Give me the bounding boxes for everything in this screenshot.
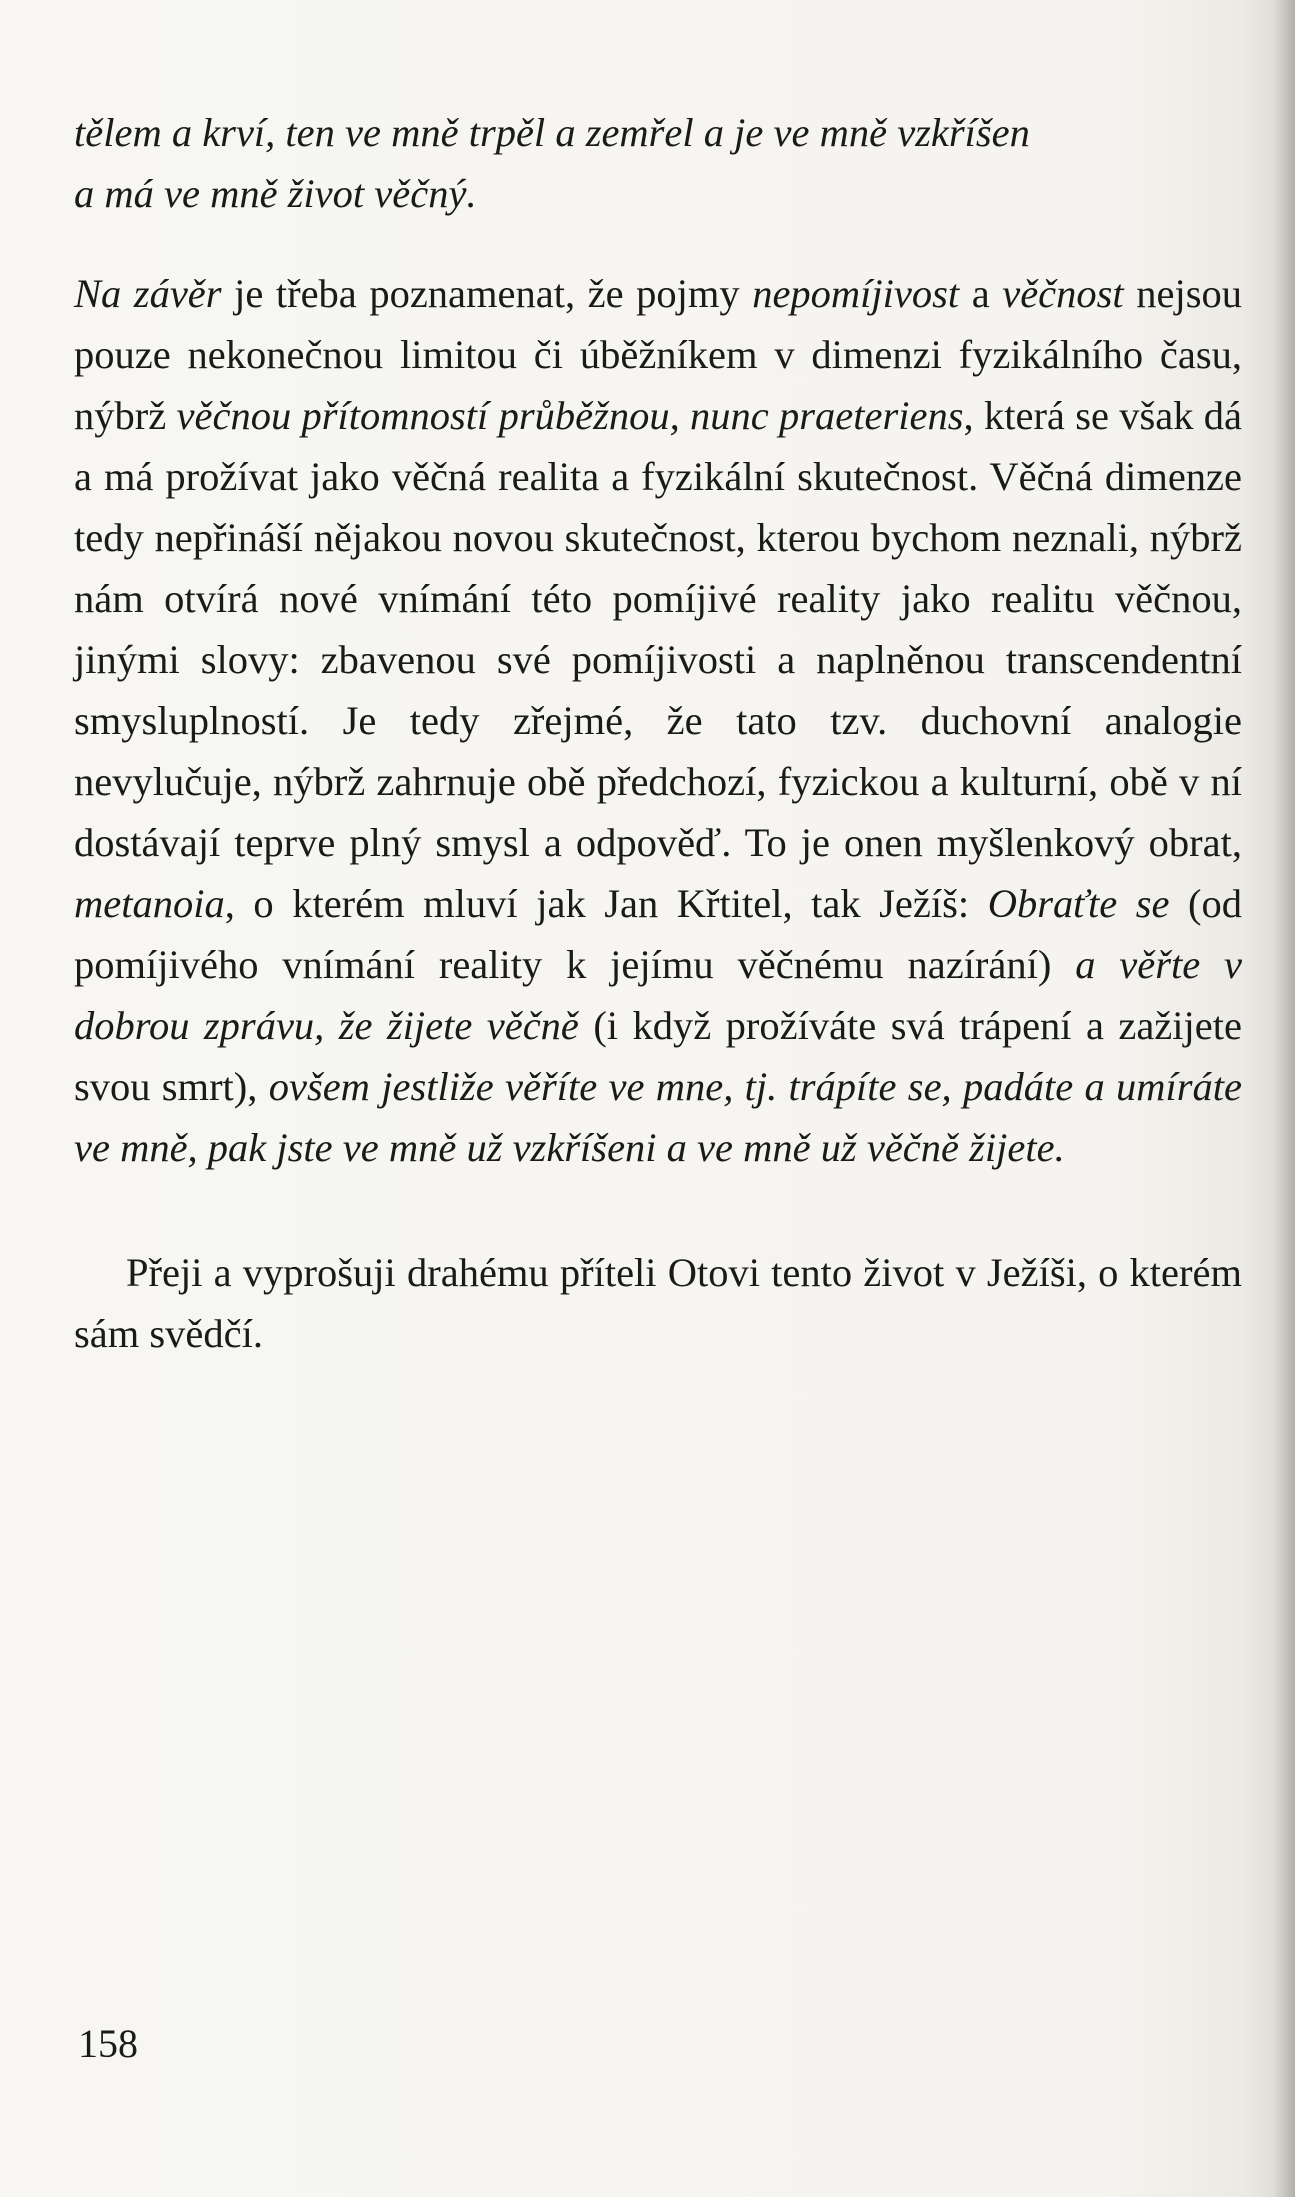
italic-segment: věčnou přítomností průběžnou, nunc praeteriens	[176, 393, 964, 438]
italic-segment: Na závěr	[74, 271, 222, 316]
italic-segment: ovšem jestliže věříte ve mne, tj. trápíte se, padáte a umíráte ve mně, pak jste ve mně už vzkříšeni a ve mně už věčně žijete.	[74, 1064, 1243, 1170]
closing-paragraph	[74, 1242, 1242, 1364]
italic-segment: metanoia	[74, 881, 225, 926]
page-number: 158	[78, 2021, 138, 2066]
text-segment: je třeba poznamenat, že pojmy	[221, 271, 753, 316]
opening-line-2: a má ve mně život věčný.	[74, 171, 477, 216]
page-edge-shadow	[1273, 0, 1295, 2197]
italic-segment: Obraťte se	[987, 881, 1170, 926]
text-segment: , o kterém mluví jak Jan Křtitel, tak Ježíš:	[224, 881, 988, 926]
italic-segment: a věřte v dobrou zprávu, že žijete věčně	[74, 942, 1243, 1048]
main-paragraph	[74, 263, 1242, 1178]
italic-segment: nepomíjivost	[752, 271, 960, 316]
text-segment: , která se však dá a má prožívat jako věčná realita a fyzikální skutečnost. Věčná dimenze tedy nepřináší nějakou novou skutečnost, kterou bychom neznali, nýbrž nám otvírá nové vnímání této pomíjivé reality jako realitu věčnou, jinými slovy: zbavenou své pomíjivosti a naplněnou transcendentní smysluplností. Je tedy zřejmé, že tato tzv. duchovní analogie nevylučuje, nýbrž zahrnuje obě předchozí, fyzickou a kulturní, obě v ní dostávají teprve plný smysl a odpověď. To je onen myšlenkový obrat,	[74, 393, 1243, 865]
text-segment: (od pomíjivého vnímání reality k jejímu věčnému nazírání)	[74, 881, 1242, 987]
text-segment: nejsou pouze nekonečnou limitou či úběžníkem v dimenzi fyzikálního času, nýbrž	[74, 271, 1242, 438]
main-paragraph-text	[74, 263, 1242, 1178]
text-segment: (i když prožíváte svá trápení a zažijete svou smrt),	[74, 1003, 1242, 1109]
closing-paragraph-text: Přeji a vyprošuji drahému příteli Otovi tento život v Ježíši, o kterém sám svědčí.	[74, 1250, 1242, 1356]
opening-lines	[74, 102, 1242, 224]
text-segment: a	[959, 271, 1003, 316]
italic-segment: věčnost	[1002, 271, 1124, 316]
opening-line-1: tělem a krví, ten ve mně trpěl a zemřel a je ve mně vzkříšen	[74, 110, 1030, 155]
